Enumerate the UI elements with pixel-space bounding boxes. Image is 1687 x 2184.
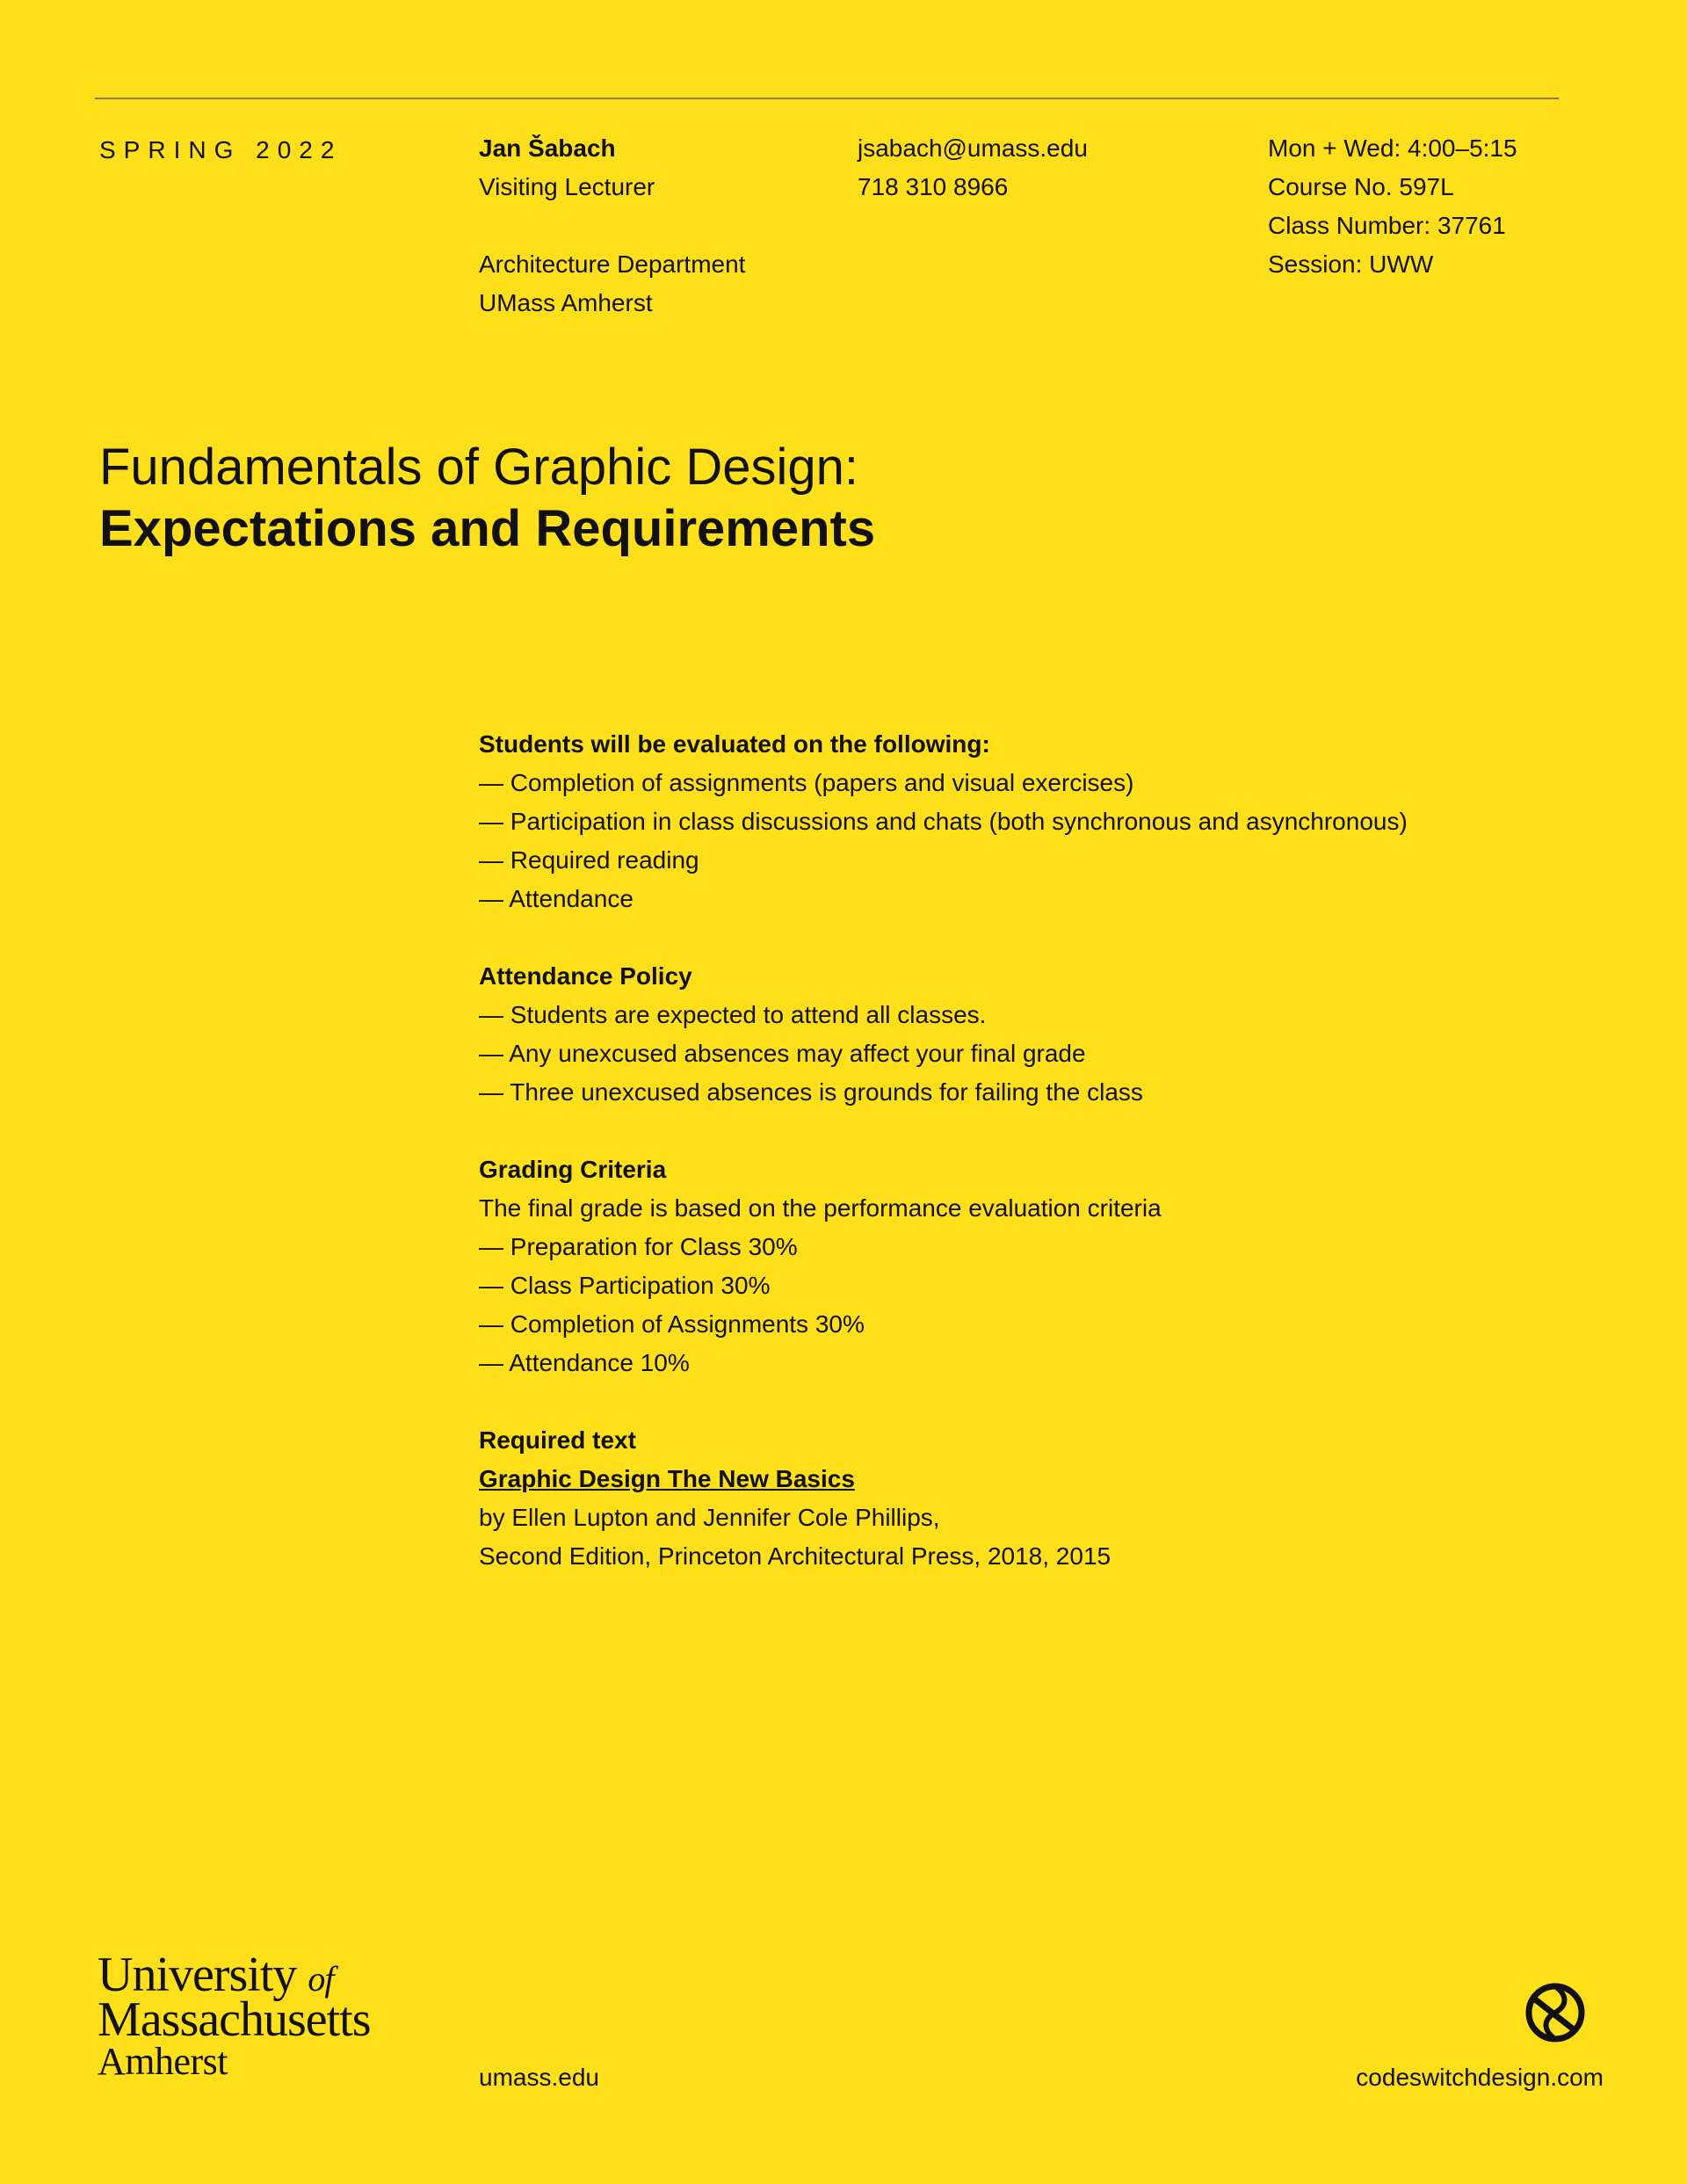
grading-section (479, 1150, 1586, 1382)
header-rule (95, 98, 1559, 99)
instructor-department: Architecture Department (479, 250, 746, 278)
instructor-school: UMass Amherst (479, 289, 653, 316)
logo-line-massachusetts: Massachusetts (98, 1992, 371, 2047)
title-line-2: Expectations and Requirements (99, 500, 876, 557)
schedule-days-time: Mon + Wed: 4:00–5:15 (1268, 134, 1517, 162)
umass-link[interactable]: umass.edu (479, 2064, 599, 2091)
book-authors: by Ellen Lupton and Jennifer Cole Phillips, (479, 1504, 940, 1531)
instructor-block (479, 129, 745, 323)
semester-label: SPRING 2022 (99, 136, 343, 163)
logo-line-amherst: Amherst (98, 2040, 228, 2083)
codeswitch-logo-icon (1522, 1979, 1589, 2046)
book-title-link[interactable]: Graphic Design The New Basics (479, 1465, 855, 1492)
grading-heading: Grading Criteria (479, 1156, 667, 1183)
attendance-heading: Attendance Policy (479, 962, 692, 990)
schedule-class-number: Class Number: 37761 (1268, 212, 1506, 239)
contact-block (858, 129, 1088, 207)
instructor-title: Visiting Lecturer (479, 173, 655, 200)
page-title (99, 437, 875, 560)
list-item: — Completion of assignments (papers and visual exercises) (479, 769, 1134, 796)
title-line-1: Fundamentals of Graphic Design: (99, 439, 858, 496)
list-item: — Attendance (479, 885, 634, 912)
evaluation-section (479, 725, 1586, 918)
evaluation-heading: Students will be evaluated on the following: (479, 730, 990, 758)
schedule-course-no: Course No. 597L (1268, 173, 1454, 200)
list-item: — Completion of Assignments 30% (479, 1310, 865, 1338)
logo-line-university: University (98, 1948, 297, 2002)
umass-logo (98, 1948, 371, 2083)
book-edition: Second Edition, Princeton Architectural Press, 2018, 2015 (479, 1542, 1111, 1570)
attendance-section (479, 957, 1586, 1112)
codeswitch-link[interactable]: codeswitchdesign.com (1356, 2064, 1604, 2091)
contact-email[interactable]: jsabach@umass.edu (858, 134, 1088, 162)
logo-of: of (308, 1959, 334, 1999)
list-item: — Class Participation 30% (479, 1272, 771, 1299)
contact-phone: 718 310 8966 (858, 173, 1009, 200)
list-item: — Students are expected to attend all classes. (479, 1001, 987, 1028)
list-item: — Attendance 10% (479, 1349, 690, 1376)
syllabus-body (479, 725, 1586, 1614)
list-item: — Any unexcused absences may affect your final grade (479, 1040, 1086, 1067)
list-item: — Required reading (479, 846, 699, 874)
required-text-heading: Required text (479, 1426, 636, 1454)
instructor-name: Jan Šabach (479, 134, 616, 162)
grading-intro: The final grade is based on the performance evaluation criteria (479, 1194, 1162, 1222)
list-item: — Preparation for Class 30% (479, 1233, 798, 1260)
schedule-block (1268, 129, 1517, 284)
schedule-session: Session: UWW (1268, 250, 1434, 278)
list-item: — Three unexcused absences is grounds for failing the class (479, 1078, 1143, 1106)
list-item: — Participation in class discussions and chats (both synchronous and asynchronous) (479, 808, 1408, 835)
required-text-section (479, 1421, 1586, 1576)
